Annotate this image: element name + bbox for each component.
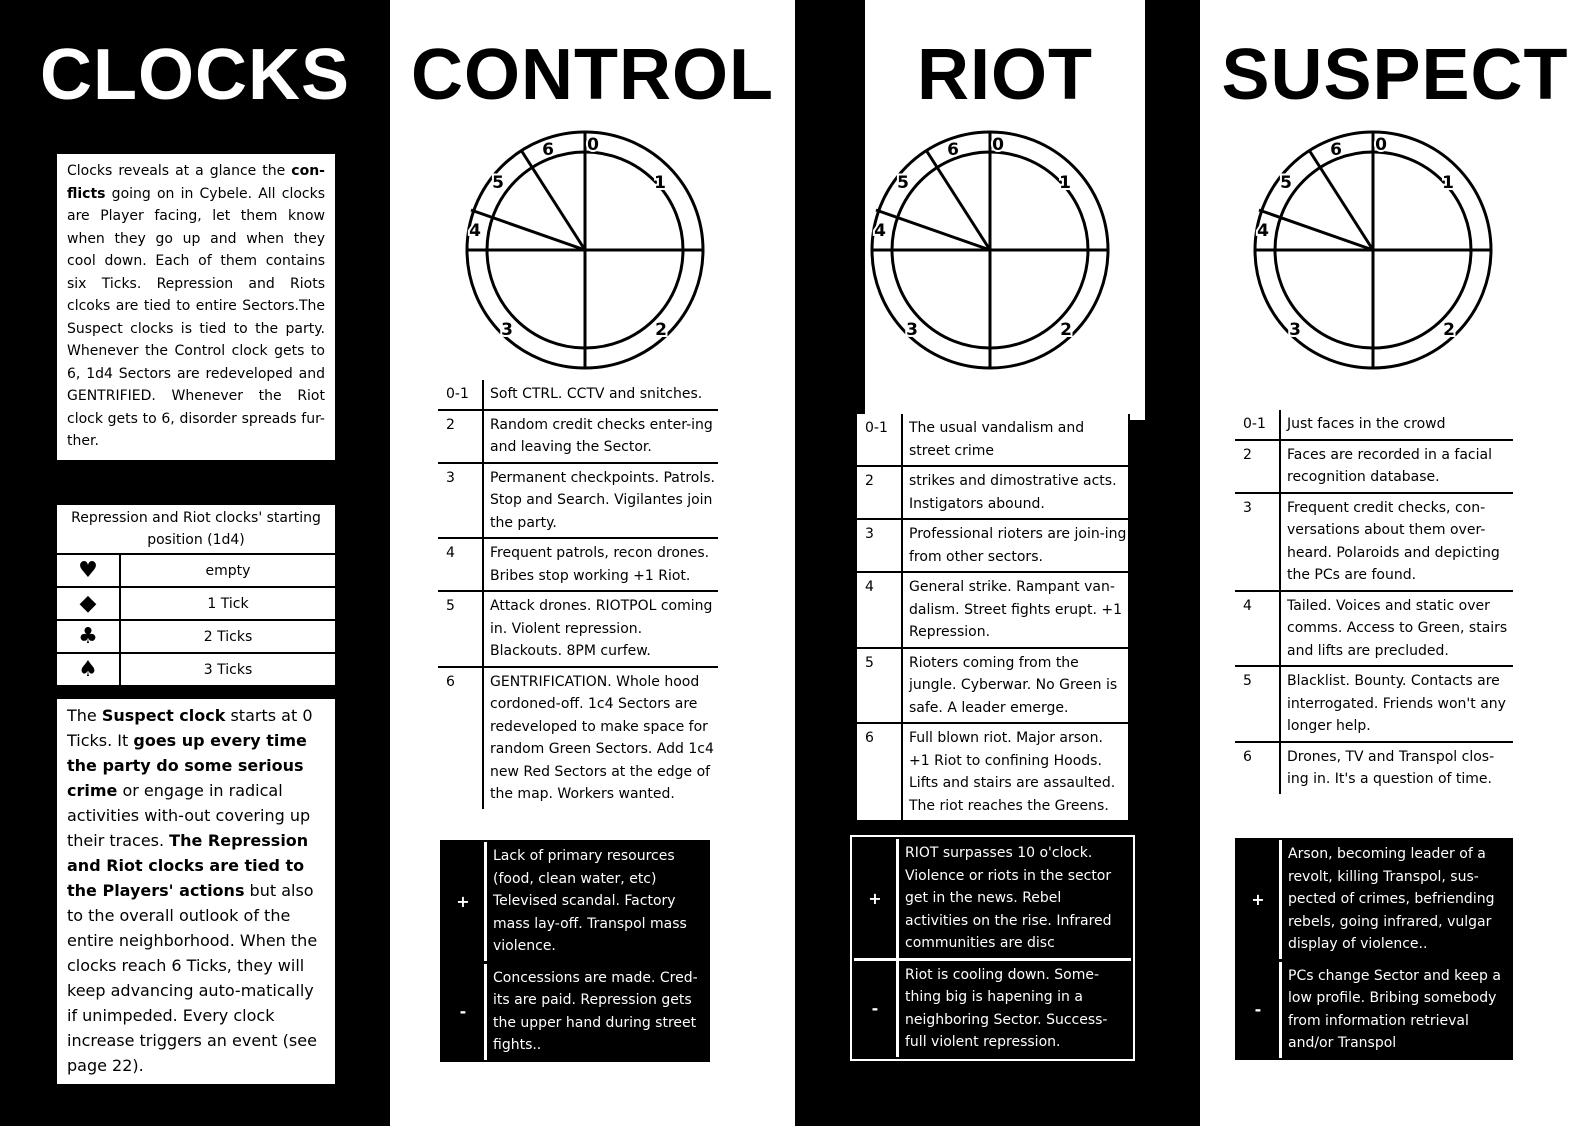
tick-number: 3 [857,520,903,571]
minus-modifier-text: Concessions are made. Cred-its are paid. Repression gets the upper hand during street fights.. [484,964,708,1060]
tick-number: 2 [857,467,903,518]
control-modifiers [440,840,710,1062]
table-row [438,590,718,666]
table-row [857,571,1128,647]
diamond-icon: ◆ [57,588,119,619]
control-title: CONTROL [411,35,774,115]
body-text: going on in Cybele. All clocks are Player facing, let them know when they go up and when they cool down. Each of them contains six Ticks. Repression and Riots clcoks are tied to entire Sectors.The Suspect clocks is tied to the party. Whenever the Control clock gets to 6, 1d4 Sectors are redeveloped and GENTRIFIED. Whenever the Riot clock gets to 6, disorder spreads fur-ther. [67,185,325,449]
clock-tick-label: 4 [1257,221,1269,241]
tick-description: Tailed. Voices and static over comms. Access to Green, stairs and lifts are precluded. [1287,597,1508,659]
tick-description: Drones, TV and Transpol clos-ing in. It's a question of time. [1287,748,1495,787]
clock-tick-label: 0 [992,135,1004,155]
clock-tick-label: 1 [1442,173,1454,193]
tick-number: 5 [438,592,484,666]
bold-text: Suspect clock [101,706,226,725]
tick-number: 0-1 [438,380,484,409]
riot-title: RIOT [917,35,1093,115]
table-cell: 1 Tick [121,588,335,619]
tick-description: Blacklist. Bounty. Contacts are interrogated. Friends won't any longer help. [1287,673,1506,734]
clock-tick-label: 2 [1443,320,1455,340]
clock-tick-label: 6 [1330,140,1342,160]
club-icon: ♣ [57,621,119,652]
clock-tick-label: 6 [947,140,959,160]
plus-modifier-sign: + [868,888,882,908]
clock-tick-label: 3 [1289,320,1301,340]
clock-tick-label: 4 [874,221,886,241]
tick-number: 0-1 [1235,410,1281,439]
clocks-intro-box [55,152,337,462]
table-row [857,722,1128,820]
riot-ticks-table [855,414,1130,822]
plus-modifier-sign: + [1251,889,1265,909]
tick-description: Professional rioters are join-ing from other sectors. [909,526,1127,565]
plus-modifier-text: Arson, becoming leader of a revolt, killing Transpol, sus-pected of crimes, befriending rebels, going infrared, vulgar display of violence.. [1279,840,1511,959]
plus-modifier-row [1237,840,1511,959]
tick-description: The usual vandalism and street crime [909,420,1085,459]
minus-modifier-text: Riot is cooling down. Some-thing big is hapening in a neighboring Sector. Success-full violent repression. [896,961,1131,1057]
tick-number: 0-1 [857,414,903,465]
table-row [857,414,1128,465]
riot-clock-icon [870,128,1110,372]
minus-modifier-row [442,964,708,1060]
clock-tick-label: 1 [1059,173,1071,193]
body-text: but also to the overall outlook of the entire neighborhood. When the clocks reach 6 Ticks, they will keep advancing auto-matically if unimpeded. Every clock increase triggers an event (see page 22). [67,881,318,1075]
table-row [857,647,1128,723]
tick-number: 2 [1235,441,1281,492]
table-row [1235,439,1513,492]
clock-sector-line [1309,150,1373,250]
clocks-panel [0,0,390,1126]
spade-icon: ♠ [57,654,119,685]
tick-description: Frequent patrols, recon drones. Bribes stop working +1 Riot. [490,545,710,584]
bold-text: con-flicts [67,163,325,202]
riot-panel [795,0,1200,1126]
tick-description: Faces are recorded in a facial recognition database. [1287,446,1492,485]
clock-tick-label: 1 [654,173,666,193]
body-text: Clocks reveals at a glance the [67,163,292,179]
tick-description: General strike. Rampant van-dalism. Street fights erupt. +1 Repression. [909,579,1123,640]
tick-number: 5 [857,649,903,723]
table-row [1235,741,1513,794]
table-row [57,588,335,619]
tick-description: Just faces in the crowd [1287,416,1446,432]
table-row [857,518,1128,571]
clock-tick-label: 6 [542,140,554,160]
table-row [1235,590,1513,666]
riot-modifiers [850,835,1135,1061]
clock-tick-label: 2 [1060,320,1072,340]
tick-number: 3 [1235,494,1281,590]
plus-modifier-row [854,839,1131,958]
minus-modifier-sign: - [1254,1000,1262,1019]
table-row [57,621,335,652]
table-cell: empty [121,555,335,586]
clock-tick-label: 3 [906,320,918,340]
body-text: starts at 0 Ticks. It [67,706,313,750]
clock-tick-label: 3 [501,320,513,340]
table-row [438,666,718,809]
tick-number: 3 [438,464,484,538]
tick-number: 6 [1235,743,1281,794]
suspect-title: SUSPECT [1221,35,1569,115]
suspect-ticks-table [1235,410,1513,794]
table-row [438,537,718,590]
minus-modifier-text: PCs change Sector and keep a low profile. Bribing somebody from information retrieval and/or Transpol [1279,962,1511,1058]
tick-number: 6 [857,724,903,820]
minus-modifier-row [1237,962,1511,1058]
tick-number: 5 [1235,667,1281,741]
table-row [438,462,718,538]
minus-modifier-sign: - [871,999,879,1018]
body-text: or engage in radical activities with-out covering up their traces. [67,781,311,850]
tick-description: Permanent checkpoints. Patrols. Stop and Search. Vigilantes join the party. [490,469,715,531]
clock-tick-label: 2 [655,320,667,340]
tick-description: GENTRIFICATION. Whole hood cordoned-off. 1c4 Sectors are redeveloped to make space for random Green Sectors. Add 1c4 new Red Sectors at the edge of the map. Workers wanted. [490,673,714,802]
plus-modifier-text: RIOT surpasses 10 o'clock. Violence or riots in the sector get in the news. Rebel activities on the rise. Infrared communities are disc [896,839,1131,958]
control-clock-icon [465,128,705,372]
clocks-title: CLOCKS [40,35,350,115]
table-cell: 3 Ticks [121,654,335,685]
tick-description: Random credit checks enter-ing and leaving the Sector. [490,416,713,455]
tick-number: 6 [438,668,484,809]
clock-sector-line [926,150,990,250]
tick-description: Soft CTRL. CCTV and snitches. [490,386,703,402]
suspect-modifiers [1235,838,1513,1060]
minus-modifier-row [854,958,1131,1057]
tick-number: 4 [1235,592,1281,666]
minus-modifier-sign: - [459,1002,467,1021]
table-row [438,409,718,462]
clock-tick-label: 0 [587,135,599,155]
tick-description: Attack drones. RIOTPOL coming in. Violent repression. Blackouts. 8PM curfew. [490,598,713,659]
plus-modifier-sign: + [456,891,470,911]
tick-number: 4 [857,573,903,647]
tick-description: Rioters coming from the jungle. Cyberwar. No Green is safe. A leader emerge. [909,654,1118,716]
bold-text: The Repression and Riot clocks are tied to the Players' actions [67,831,309,900]
suspect-clock-icon [1253,128,1493,372]
control-ticks-table [438,380,718,809]
tick-number: 2 [438,411,484,462]
tick-number: 4 [438,539,484,590]
clock-tick-label: 5 [492,173,504,193]
clock-tick-label: 5 [1280,173,1292,193]
suspect-panel [1200,0,1590,1126]
plus-modifier-text: Lack of primary resources (food, clean water, etc) Televised scandal. Factory mass lay-off. Transpol mass violence. [484,842,708,961]
clock-sector-line [521,150,585,250]
suspect-rules-box [55,697,337,1086]
table-row [57,555,335,586]
clock-tick-label: 0 [1375,135,1387,155]
control-panel [390,0,795,1126]
table-row [1235,492,1513,590]
tick-description: Frequent credit checks, con-versations about them over-heard. Polaroids and depicting the PCs are found. [1287,499,1500,583]
table-row [1235,410,1513,439]
bold-text: goes up every time the party do some serious crime [67,731,307,800]
table-cell: 2 Ticks [121,621,335,652]
heart-icon: ♥ [57,555,119,586]
body-text: The [67,706,102,725]
table-row [1235,665,1513,741]
starting-position-table [55,503,337,687]
clock-tick-label: 4 [469,221,481,241]
tick-description: strikes and dimostrative acts. Instigators abound. [909,473,1117,512]
table-row [57,654,335,685]
table-row [857,465,1128,518]
starting-position-header: Repression and Riot clocks' starting position (1d4) [57,505,335,553]
clock-tick-label: 5 [897,173,909,193]
table-row [438,380,718,409]
plus-modifier-row [442,842,708,961]
tick-description: Full blown riot. Major arson. +1 Riot to confining Hoods. Lifts and stairs are assaulted. The riot reaches the Greens. [909,730,1116,814]
